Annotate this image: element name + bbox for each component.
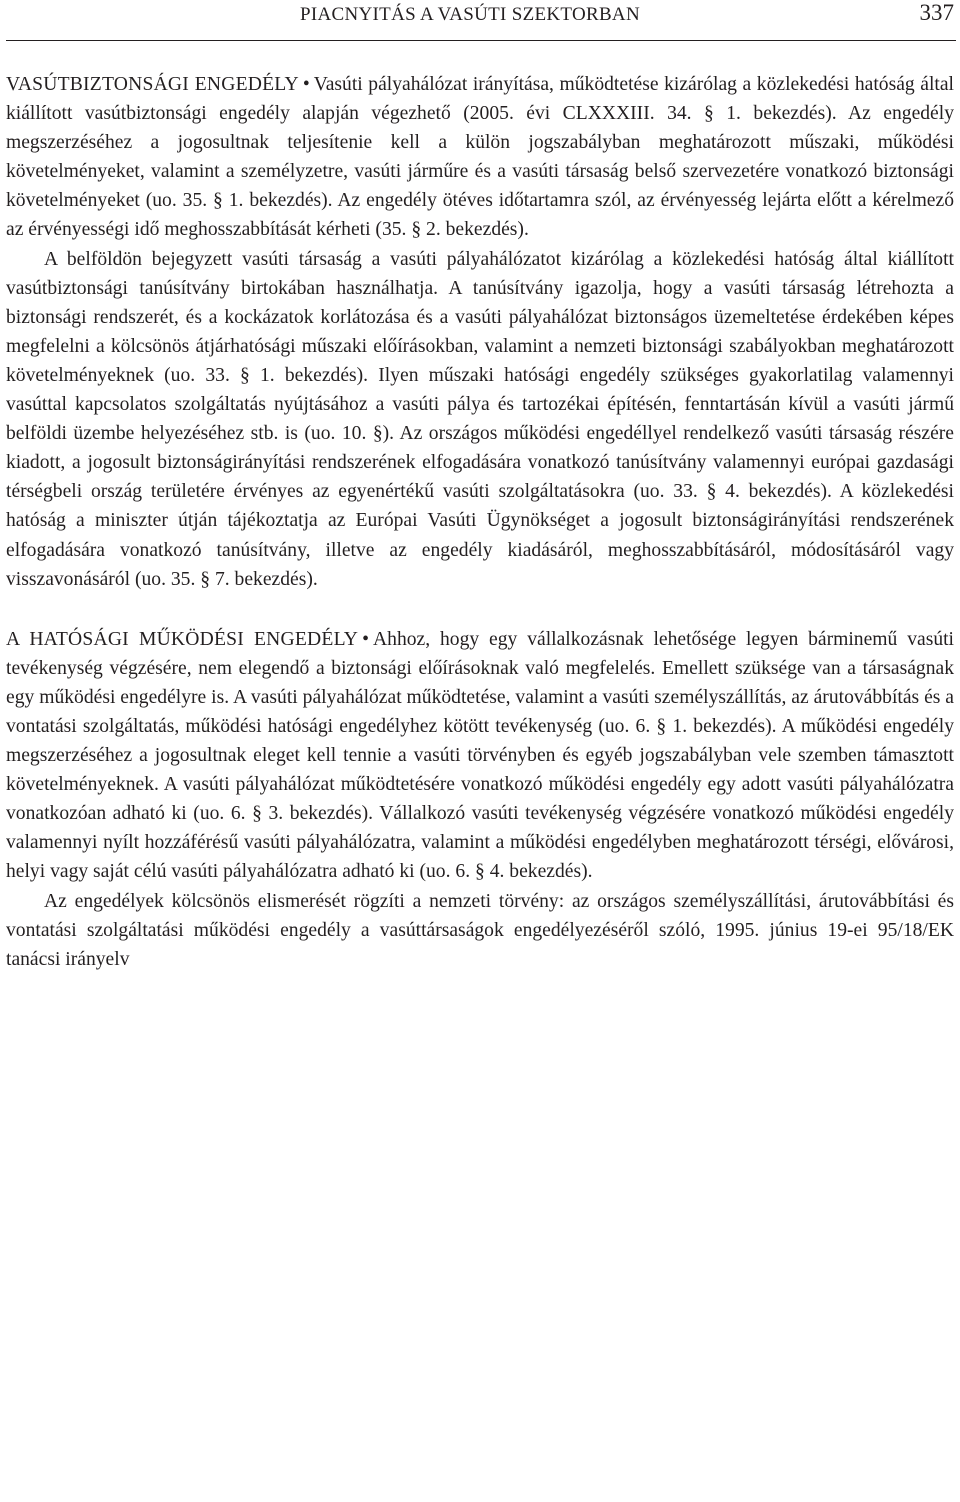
section-lead-vasutbiztonsagi-engedely: VASÚTBIZTONSÁGI ENGEDÉLY (6, 74, 299, 95)
page-number: 337 (919, 0, 954, 25)
running-head (6, 0, 956, 41)
section-lead-hatosagi-mukodesi-engedely: A HATÓSÁGI MŰKÖDÉSI ENGEDÉLY (6, 628, 359, 650)
body-text (6, 70, 954, 974)
paragraph-kolcsonos-elismeres: Az engedélyek kölcsönös elismerését rögzíti a nemzeti törvény: az országos személyszállítási, árutovábbítási és vontatási szolgáltatási működési engedély a vasúttársaságok engedélyezéséről szóló, 1995. június 19-ei 95/18/EK tanácsi irányelv (6, 890, 954, 970)
paragraph-hatosagi-mukodesi-engedely (6, 625, 954, 887)
paragraph-vasutbiztonsagi-engedely (6, 70, 954, 245)
bullet-icon: • (302, 74, 310, 95)
paragraph-text: Vasúti pályahálózat irányítása, működtetése kizárólag a közlekedési hatóság által kiállított vasútbiztonsági engedély alapján végezhető (2005. évi CLXXXIII. 34. § 1. bekezdés). Az engedély megszerzéséhez a jogosultnak teljesítenie kell a külön jogszabályban meghatározott műszaki, működési követelményeket, valamint a személyzetre, vasúti járműre és a vasúti társaság belső szervezetére vonatkozó biztonsági követelményeket (uo. 35. § 1. bekezdés). Az engedély ötéves időtartamra szól, az érvényesség lejárta előtt a kérelmező az érvényességi idő meghosszabbítását kérheti (35. § 2. bekezdés). (6, 74, 955, 241)
paragraph-tanusitvany: A belföldön bejegyzett vasúti társaság a vasúti pályahálózatot kizárólag a közlekedési hatóság által kiállított vasútbiztonsági tanúsítvány birtokában használhatja. A tanúsítvány igazolja, hogy a vasúti társaság létrehozta a biztonsági rendszerét, és a kockázatok korlátozása és a vasúti pályahálózat biztonságos üzemeltetése érdekében képes megfelelni a kölcsönös átjárhatósági műszaki előírásokban, valamint a nemzeti biztonsági szabályokban meghatározott követelményeknek (uo. 33. § 1. bekezdés). Ilyen műszaki hatósági engedély szükséges gyakorlatilag valamennyi vasúttal kapcsolatos szolgáltatás nyújtásához a vasúti pálya és tartozékai építésén, fenntartásán kívül a vasúti jármű belföldi üzembe helyezéséhez stb. is (uo. 10. §). Az országos működési engedéllyel rendelkező vasúti társaság részére kiadott, a jogosult biztonságirányítási rendszerének elfogadására vonatkozó tanúsítvány valamennyi európai gazdasági térségbeli ország területére érvényes az egyenértékű vasúti szolgáltatásokra (uo. 33. § 4. bekezdés). A közlekedési hatóság a miniszter útján tájékoztatja az Európai Vasúti Ügynökséget a jogosult biztonságirányítási rendszerének elfogadására vonatkozó tanúsítvány, illetve az engedély kiadásáról, meghosszabbításáról, módosításáról vagy visszavonásáról (uo. 35. § 7. bekezdés). (6, 248, 954, 590)
paragraph-text: Ahhoz, hogy egy vállalkozásnak lehetősége legyen bárminemű vasúti tevékenység végzésére, nem elegendő a biztonsági előírásoknak való megfelelés. Emellett szüksége van a társaságnak egy működési engedélyre is. A vasúti pályahálózat működtetése, valamint a vasúti személyszállítás, az árutovábbítás és a vontatási szolgáltatás, működési hatósági engedélyhez kötött tevékenység (uo. 6. § 1. bekezdés). A működési engedély megszerzéséhez a jogosultnak eleget kell tennie a vasúti törvényben és egyéb jogszabályban vele szemben támasztott követelményeknek. A vasúti pályahálózat működtetésére vonatkozó működési engedély egy adott vasúti pályahálózatra vonatkozóan adható ki (uo. 6. § 3. bekezdés). Vállalkozó vasúti tevékenység végzésére vonatkozó működési engedély valamennyi nyílt hozzáférésű vasúti pályahálózatra, valamint a működési engedélyben meghatározott térségi, elővárosi, helyi vagy saját célú vasúti pályahálózatra adható ki (uo. 6. § 4. bekezdés). (6, 628, 955, 883)
running-title: PIACNYITÁS A VASÚTI SZEKTORBAN (300, 4, 640, 25)
bullet-icon: • (362, 628, 370, 650)
